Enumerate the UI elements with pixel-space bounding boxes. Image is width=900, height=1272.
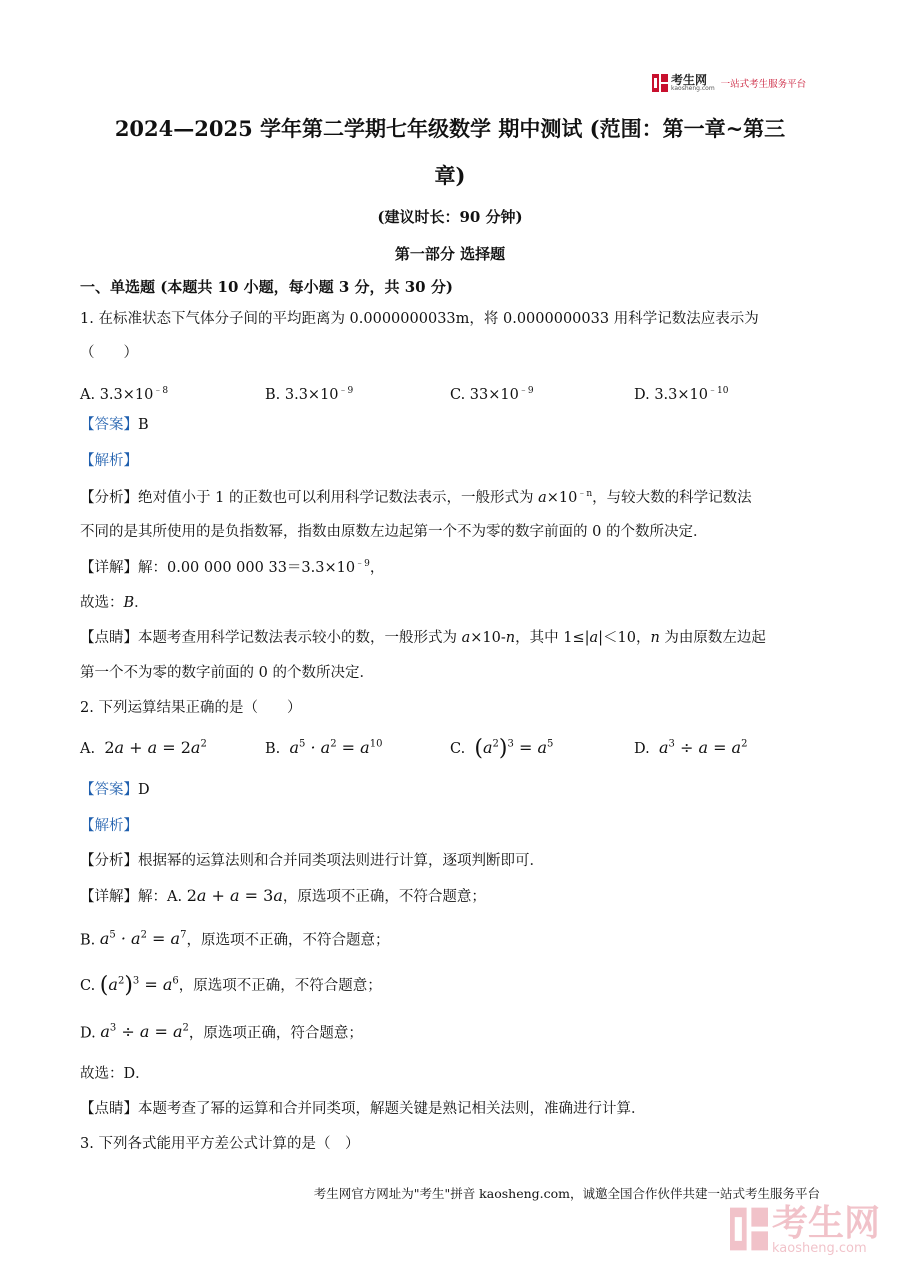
- q1-option-a: A. $3.3\times 10^{﹣8}$: [80, 386, 169, 403]
- q2-option-a: A. $2a + a = 2a^2$: [80, 738, 207, 757]
- q2-xiangjie-d: D. $a^3 \div a = a^2$，原选项正确，符合题意；: [80, 1022, 363, 1042]
- q2-option-c: C. $(a^2)^3 = a^5$: [450, 736, 554, 761]
- q3-stem: 3. 下列各式能用平方差公式计算的是（ ）: [80, 1136, 360, 1152]
- watermark-domain: kaosheng.com: [771, 1241, 867, 1256]
- q1-dianjing-line2: 第一个不为零的数字前面的 0 的个数所决定．: [80, 665, 374, 681]
- watermark-logo-icon: [730, 1207, 768, 1255]
- page-title: 2024—2025 学年第二学期七年级数学 期中测试 (范围：第一章~第三: [114, 116, 786, 141]
- q1-fenxi-line1: 【分析】绝对值小于 1 的正数也可以利用科学记数法表示，一般形式为 $a\times 10^{﹣n}$，与较大数的科学记数法: [80, 489, 752, 506]
- q1-answer: 【答案】B: [80, 417, 149, 433]
- brand-name: 考生网: [671, 73, 708, 87]
- brand-slogan: 一站式考生服务平台: [720, 79, 807, 90]
- q1-xiangjie: 【详解】解：0.00 000 000 $33=3.3\times 10^{﹣9}$，: [80, 559, 385, 576]
- q2-stem: 2. 下列运算结果正确的是（ ）: [80, 700, 302, 716]
- q2-xiangjie-b: B. $a^5 \cdot a^2 = a^7$，原选项不正确，不符合题意；: [80, 929, 390, 949]
- watermark-name: 考生网: [771, 1203, 880, 1244]
- q2-xiangjie-a: 【详解】解：A. 2a + a = 3a，原选项不正确，不符合题意；: [80, 886, 486, 905]
- q1-guxuan: 故选：B．: [80, 595, 149, 611]
- q2-xiangjie-c: C. $(a^2)^3 = a^6$，原选项不正确，不符合题意；: [80, 973, 382, 998]
- q2-dianjing: 【点睛】本题考查了幂的运算和合并同类项，解题关键是熟记相关法则，准确进行计算．: [80, 1101, 646, 1117]
- section-heading: 一、单选题 (本题共 10 小题，每小题 3 分，共 30 分): [80, 278, 453, 296]
- brand-domain: kaosheng.com: [671, 85, 715, 92]
- duration: (建议时长：90 分钟): [377, 208, 523, 226]
- q1-stem: 1. 在标准状态下气体分子间的平均距离为 0.0000000033m，将 0.0000000033 用科学记数法应表示为: [80, 311, 759, 327]
- q2-option-b: B. $a^5 \cdot a^2 = a^{10}$: [265, 738, 383, 757]
- page-footer: 考生网官方网址为"考生"拼音 kaosheng.com，诚邀全国合作伙伴共建一站式考生服务平台: [313, 1186, 820, 1201]
- q1-option-c: C. $33\times 10^{﹣9}$: [450, 386, 534, 403]
- q2-answer: 【答案】D: [80, 782, 150, 798]
- watermark: [730, 1203, 880, 1256]
- q2-jiexi: 【解析】: [80, 818, 138, 834]
- q1-dianjing-line1: 【点睛】本题考查用科学记数法表示较小的数，一般形式为 a×10-n，其中 1≤|a|＜10，n 为由原数左边起: [80, 630, 766, 646]
- q1-paren: （ ）: [80, 345, 138, 361]
- q1-fenxi-line2: 不同的是其所使用的是负指数幂，指数由原数左边起第一个不为零的数字前面的 0 的个数所决定．: [80, 524, 708, 540]
- q1-option-d: D. $3.3\times 10^{﹣10}$: [634, 386, 729, 403]
- q2-fenxi: 【分析】根据幂的运算法则和合并同类项法则进行计算，逐项判断即可．: [80, 853, 544, 869]
- kaosheng-logo-icon: [652, 74, 668, 92]
- brand-logo: [652, 72, 806, 94]
- q1-option-b: B. $3.3\times 10^{﹣9}$: [265, 386, 354, 403]
- q2-guxuan: 故选：D．: [80, 1066, 150, 1082]
- part-heading: 第一部分 选择题: [394, 245, 506, 263]
- q2-option-d: D. $a^3 \div a = a^2$: [634, 738, 748, 757]
- q1-jiexi: 【解析】: [80, 453, 138, 469]
- page-title-cont: 章): [434, 163, 466, 188]
